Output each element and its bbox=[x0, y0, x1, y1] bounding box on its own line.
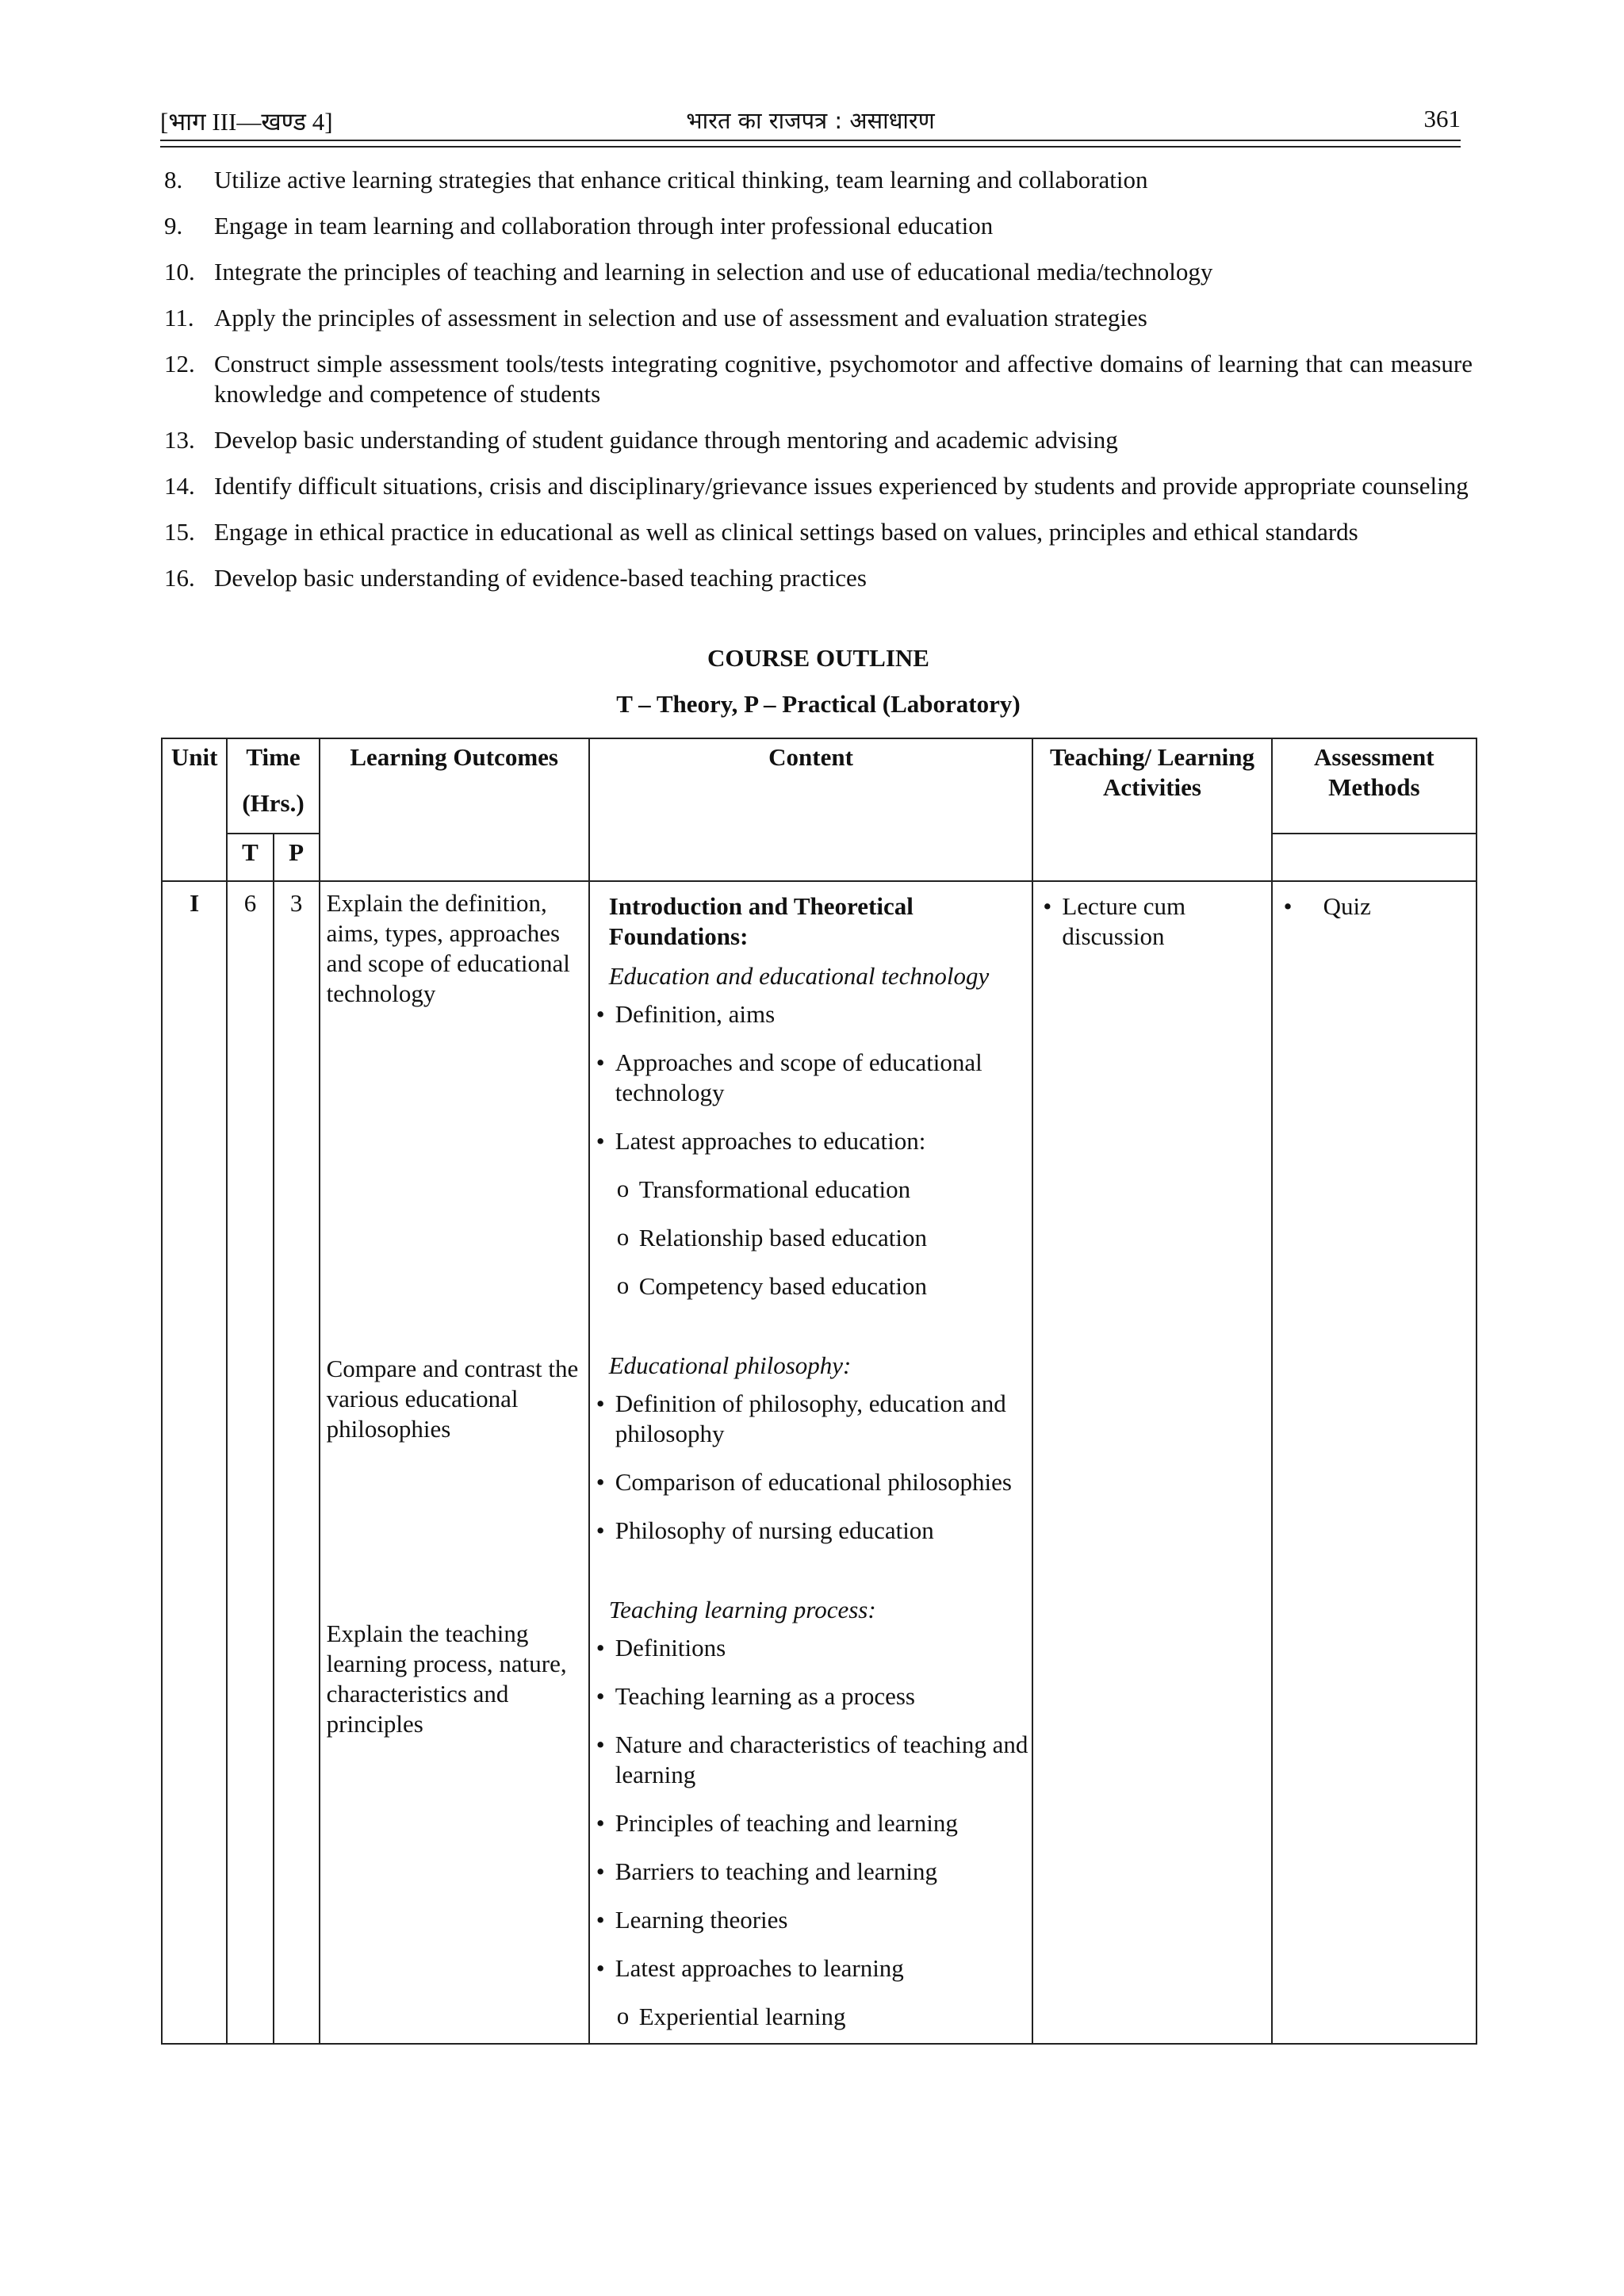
item-text: Engage in ethical practice in educational as well as clinical settings based on values, principles and ethical standards bbox=[214, 518, 1358, 546]
list-item bbox=[164, 425, 1473, 455]
list-item bbox=[164, 211, 1473, 241]
theory-hours-cell: 6 bbox=[227, 881, 273, 2044]
item-text: Utilize active learning strategies that enhance critical thinking, team learning and collaboration bbox=[214, 166, 1148, 194]
item-number: 14. bbox=[164, 472, 195, 500]
item-text: Engage in team learning and collaboration through inter professional education bbox=[214, 212, 994, 240]
header-p: P bbox=[274, 834, 320, 881]
list-item: o Competency based education bbox=[593, 1271, 1029, 1301]
list-item: o Transformational education bbox=[593, 1175, 1029, 1205]
list-item: • Definitions bbox=[593, 1633, 1029, 1663]
item-text: Apply the principles of assessment in selection and use of assessment and evaluation strategies bbox=[214, 304, 1147, 332]
list-item: • Definition of philosophy, education and philosophy bbox=[593, 1389, 1029, 1449]
item-number: 9. bbox=[164, 212, 183, 240]
item-number: 16. bbox=[164, 564, 195, 592]
course-outline-title: COURSE OUTLINE bbox=[707, 644, 929, 672]
item-number: 10. bbox=[164, 258, 195, 286]
header-unit: Unit bbox=[162, 738, 227, 881]
item-text: Integrate the principles of teaching and learning in selection and use of educational media/technology bbox=[214, 258, 1213, 286]
list-item bbox=[164, 563, 1473, 593]
list-item bbox=[164, 303, 1473, 333]
item-text: Develop basic understanding of evidence-based teaching practices bbox=[214, 564, 867, 592]
course-outline-subtitle: T – Theory, P – Practical (Laboratory) bbox=[616, 690, 1021, 718]
header-rule-top bbox=[160, 140, 1461, 141]
header-assessment-empty bbox=[1272, 834, 1477, 881]
item-number: 13. bbox=[164, 426, 195, 454]
header-rule-bottom bbox=[160, 146, 1461, 148]
activity-item: • Lecture cum discussion bbox=[1040, 891, 1264, 952]
page-header bbox=[160, 100, 1461, 136]
learning-outcome: Explain the teaching learning process, nature, characteristics and principles bbox=[326, 1619, 567, 1738]
list-item: • Approaches and scope of educational technology bbox=[593, 1048, 1029, 1108]
list-item: o Experiential learning bbox=[593, 2002, 1029, 2032]
sub-bullet-list bbox=[593, 1175, 1029, 1301]
header-assessment: Assessment Methods bbox=[1272, 738, 1477, 834]
header-gazette-title: भारत का राजपत्र : असाधारण bbox=[686, 107, 935, 134]
header-content: Content bbox=[589, 738, 1033, 881]
table-header-row bbox=[162, 738, 1477, 834]
list-item: • Definition, aims bbox=[593, 999, 1029, 1029]
item-text: Develop basic understanding of student guidance through mentoring and academic advising bbox=[214, 426, 1118, 454]
list-item: • Teaching learning as a process bbox=[593, 1681, 1029, 1711]
list-item bbox=[164, 349, 1473, 409]
header-activities: Teaching/ Learning Activities bbox=[1032, 738, 1271, 881]
course-outline-table bbox=[161, 738, 1477, 2045]
list-item: • Barriers to teaching and learning bbox=[593, 1857, 1029, 1887]
list-item: • Principles of teaching and learning bbox=[593, 1808, 1029, 1838]
item-number: 15. bbox=[164, 518, 195, 546]
header-hrs-label: (Hrs.) bbox=[242, 789, 304, 817]
list-item bbox=[164, 471, 1473, 501]
list-item: • Philosophy of nursing education bbox=[593, 1516, 1029, 1546]
list-item: • Latest approaches to learning bbox=[593, 1953, 1029, 1984]
content-cell bbox=[589, 881, 1033, 2044]
practical-hours-cell: 3 bbox=[274, 881, 320, 2044]
item-number: 11. bbox=[164, 304, 194, 332]
assessment-cell bbox=[1272, 881, 1477, 2044]
header-section-label: [भाग III—खण्ड 4] bbox=[160, 108, 333, 136]
item-text: Construct simple assessment tools/tests integrating cognitive, psychomotor and affective domains of learning that can measure knowledge and competence of students bbox=[214, 350, 1473, 408]
learning-outcome: Compare and contrast the various educational philosophies bbox=[326, 1355, 579, 1443]
bullet-list bbox=[593, 1389, 1029, 1546]
item-number: 8. bbox=[164, 166, 183, 194]
list-item: • Nature and characteristics of teaching and learning bbox=[593, 1730, 1029, 1790]
item-number: 12. bbox=[164, 350, 195, 378]
list-item bbox=[164, 517, 1473, 547]
header-t: T bbox=[227, 834, 273, 881]
list-item: • Comparison of educational philosophies bbox=[593, 1467, 1029, 1497]
objectives-list bbox=[164, 165, 1473, 609]
bullet-list bbox=[593, 999, 1029, 1156]
item-text: Identify difficult situations, crisis and disciplinary/grievance issues experienced by students and provide appropriate counseling bbox=[214, 472, 1469, 500]
section-title: Education and educational technology bbox=[608, 962, 990, 990]
list-item: • Latest approaches to education: bbox=[593, 1126, 1029, 1156]
header-time bbox=[227, 738, 319, 834]
activities-cell bbox=[1032, 881, 1271, 2044]
list-item bbox=[164, 257, 1473, 287]
learning-outcome: Explain the definition, aims, types, approaches and scope of educational technology bbox=[326, 889, 570, 1007]
unit-cell: I bbox=[162, 881, 227, 2044]
list-item bbox=[164, 165, 1473, 195]
sub-bullet-list bbox=[593, 2002, 1029, 2032]
list-item: o Relationship based education bbox=[593, 1223, 1029, 1253]
header-time-label: Time bbox=[246, 743, 301, 771]
list-item: • Learning theories bbox=[593, 1905, 1029, 1935]
table-row bbox=[162, 881, 1477, 2044]
assessment-item: • Quiz bbox=[1279, 891, 1469, 922]
content-heading: Introduction and Theoretical Foundations: bbox=[608, 892, 914, 950]
page-number: 361 bbox=[1423, 105, 1461, 132]
learning-outcomes-cell bbox=[320, 881, 589, 2044]
section-title: Teaching learning process: bbox=[608, 1596, 876, 1623]
header-learning-outcomes: Learning Outcomes bbox=[320, 738, 589, 881]
bullet-list bbox=[593, 1633, 1029, 1984]
section-title: Educational philosophy: bbox=[608, 1351, 852, 1379]
